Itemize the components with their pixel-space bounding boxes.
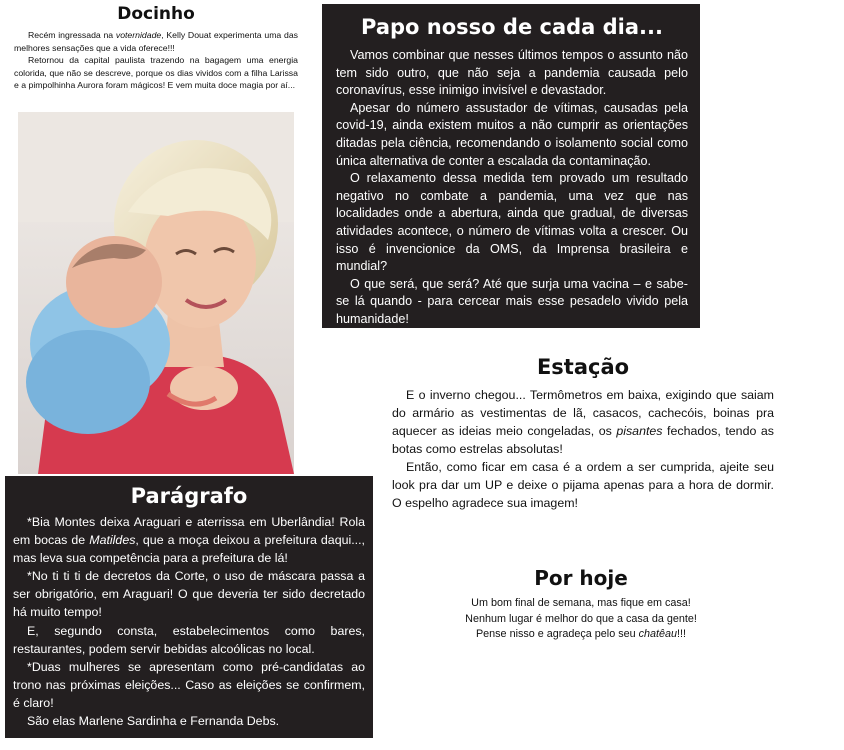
papo-box <box>322 4 700 328</box>
paragrafo-paragraph: *No ti ti ti de decretos da Corte, o uso de máscara passa a ser obrigatório, em Araguari! O que deveria ter sido decretado há muito tempo! <box>13 569 365 620</box>
paragrafo-title: Parágrafo <box>130 484 248 508</box>
estacao-body <box>392 386 774 512</box>
porhoje-line: Pense nisso e agradeça pelo seu chatêau!!! <box>475 628 687 640</box>
papo-body <box>336 47 688 329</box>
paragrafo-paragraph: *Duas mulheres se apresentam como pré-candidatas ao trono nas próximas eleições... Caso as eleições se confirmem, é claro! <box>13 659 365 710</box>
papo-title: Papo nosso de cada dia... <box>361 15 663 39</box>
porhoje-body <box>420 596 742 643</box>
docinho-paragraph: Recém ingressada na voternidade, Kelly Douat experimenta uma das melhores sensações que a vida oferece!!! <box>14 30 298 53</box>
paragrafo-body <box>13 513 365 730</box>
docinho-paragraph: Retornou da capital paulista trazendo na bagagem uma energia colorida, que não se descreve, porque os dias vividos com a filha Larissa e a pimpolhinha Aurora foram mágicos! E vem muita doce magia por aí... <box>14 55 298 91</box>
docinho-body <box>14 29 298 92</box>
porhoje-title: Por hoje <box>534 566 628 590</box>
paragrafo-paragraph: *Bia Montes deixa Araguari e aterrissa em Uberlândia! Rola em bocas de Matildes, que a moça deixou a prefeitura daqui..., mas leva sua competência para a prefeitura de lá! <box>13 515 365 566</box>
porhoje-column <box>420 566 742 643</box>
estacao-title: Estação <box>536 355 630 379</box>
paragrafo-paragraph: São elas Marlene Sardinha e Fernanda Debs. <box>27 714 280 729</box>
docinho-title: Docinho <box>117 4 195 24</box>
porhoje-line: Um bom final de semana, mas fique em casa! <box>471 597 691 609</box>
estacao-paragraph: Então, como ficar em casa é a ordem a ser cumprida, ajeite seu look pra dar um UP e deixe o pijama apenas para a hora de dormir. O espelho agradece sua imagem! <box>392 460 774 510</box>
portrait-photo-icon <box>18 112 294 474</box>
estacao-column <box>392 354 774 512</box>
docinho-column <box>14 4 298 92</box>
papo-paragraph: Apesar do número assustador de vítimas, causadas pela covid-19, ainda existem muitos a não cumprir as orientações ditadas pela ciência, recomendando o isolamento social como única alternativa de conter a escalada da contaminação. <box>336 100 688 168</box>
estacao-paragraph: E o inverno chegou... Termômetros em baixa, exigindo que saiam do armário as vestimentas de lã, casacos, cachecóis, boinas pra aquecer as ideias meio congeladas, os pisantes fechados, tendo as botas como estrelas absolutas! <box>392 388 774 456</box>
porhoje-line: Nenhum lugar é melhor do que a casa da gente! <box>465 612 697 625</box>
paragrafo-box <box>5 476 373 738</box>
papo-paragraph: O que será, que será? Até que surja uma vacina – e sabe-se lá quando - para cercear mais esse pesadelo vivido pela humanidade! <box>336 276 688 326</box>
papo-paragraph: Vamos combinar que nesses últimos tempos o assunto não tem sido outro, que não seja a pandemia causada pelo coronavírus, esse inimigo invisível e devastador. <box>336 48 688 98</box>
paragrafo-paragraph: E, segundo consta, estabelecimentos como bares, restaurantes, podem servir bebidas alcoólicas no local. <box>13 623 365 656</box>
papo-paragraph: O relaxamento dessa medida tem provado um resultado negativo no combate a pandemia, uma vez que nas localidades onde a abertura, ainda que gradual, de diversas atividades acontece, o número de vítimas volta a crescer. Ou isso é invencionice da OMS, da Imprensa brasileira e mundial? <box>336 171 688 274</box>
